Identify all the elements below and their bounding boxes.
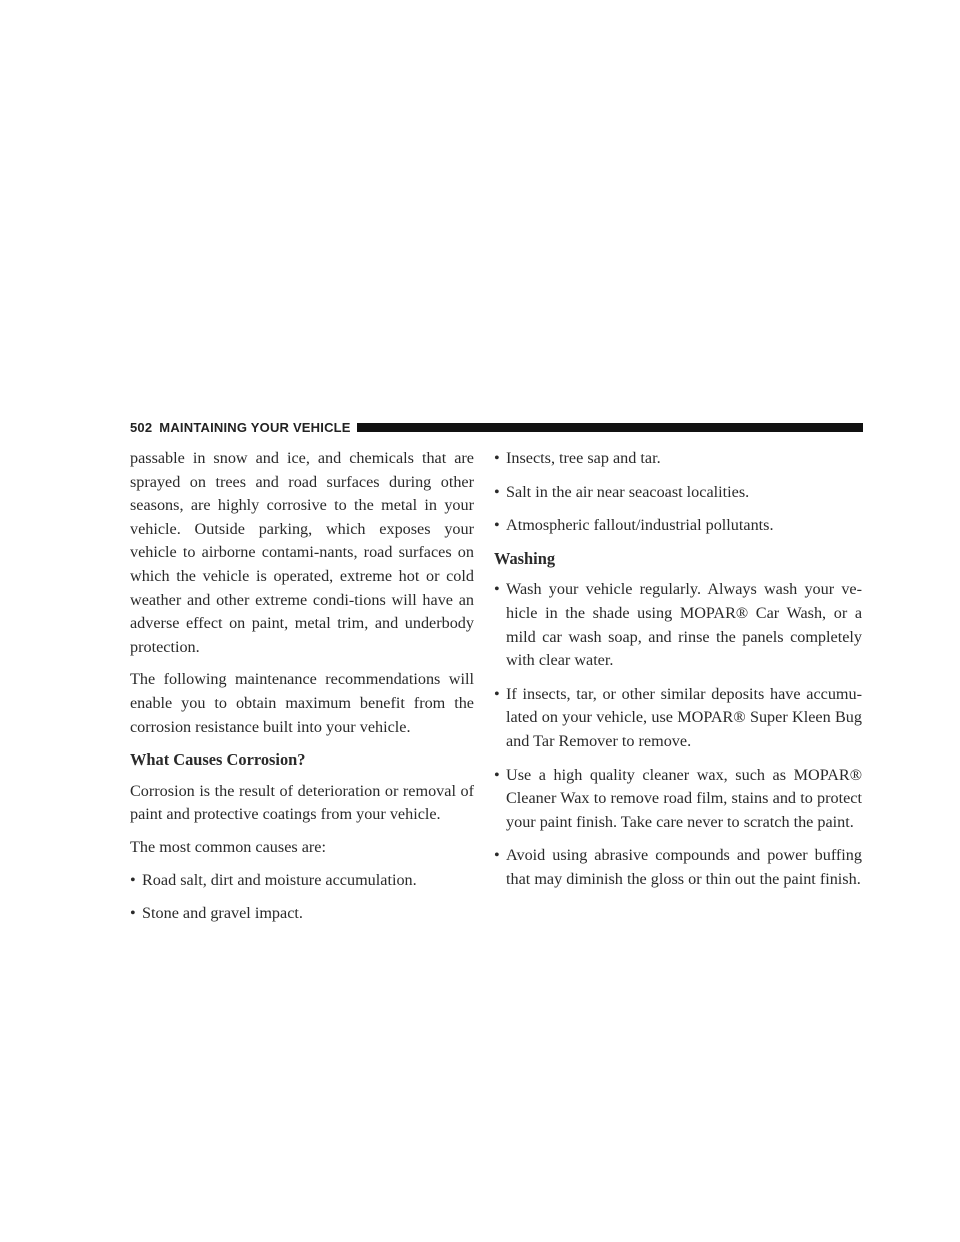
list-item-text: Salt in the air near seacoast localities.: [506, 482, 750, 501]
causes-list-continued: [494, 447, 862, 538]
bullet-icon: •: [494, 684, 500, 703]
bullet-icon: •: [494, 516, 500, 535]
common-causes-lead: The most common causes are:: [130, 837, 326, 856]
list-item: [494, 764, 862, 835]
page-header: [130, 420, 863, 434]
intro-paragraph: passable in snow and ice, and chemicals that are sprayed on trees and road surfaces during other seasons, are highly corrosive to the metal in your vehicle. Outside parking, which exposes your vehicle to airborne contami-nants, road surfaces on which the vehicle is operated, extreme hot or cold weather and other extreme condi-tions will have an adverse effect on paint, metal trim, and underbody protection.: [130, 449, 474, 656]
right-column: [494, 447, 862, 902]
list-item: [494, 481, 862, 505]
washing-heading: Washing: [494, 548, 556, 568]
list-item: [130, 902, 474, 926]
bullet-icon: •: [494, 449, 500, 467]
recommendations-paragraph: The following maintenance recommendations will enable you to obtain maximum benefit from the corrosion resistance built into your vehicle.: [130, 670, 474, 736]
bullet-icon: •: [494, 846, 500, 865]
list-item-text: Stone and gravel impact.: [142, 904, 303, 923]
corrosion-causes-heading: What Causes Corrosion?: [130, 750, 306, 770]
list-item: [494, 447, 862, 471]
section-title: MAINTAINING YOUR VEHICLE: [159, 419, 351, 435]
list-item-text: Avoid using abrasive compounds and power buffing that may diminish the gloss or thin out the paint finish.: [506, 846, 862, 888]
list-item: [494, 578, 862, 672]
corrosion-definition-paragraph: Corrosion is the result of deterioration or removal of paint and protective coatings from your vehicle.: [130, 781, 474, 824]
list-item: [130, 869, 474, 893]
list-item: [494, 844, 862, 891]
bullet-icon: •: [130, 904, 136, 923]
list-item-text: Road salt, dirt and moisture accumulation.: [142, 870, 417, 889]
list-item-text: If insects, tar, or other similar deposits have accumu-lated on your vehicle, use MOPAR® Super Kleen Bug and Tar Remover to remove.: [506, 684, 862, 750]
list-item-text: Use a high quality cleaner wax, such as MOPAR® Cleaner Wax to remove road film, stains and to protect your paint finish. Take care never to scratch the paint.: [506, 765, 862, 831]
bullet-icon: •: [494, 482, 500, 501]
list-item: [494, 683, 862, 754]
header-rule-bar: [357, 423, 863, 432]
bullet-icon: •: [494, 765, 500, 784]
bullet-icon: •: [494, 580, 500, 599]
bullet-icon: •: [130, 870, 136, 889]
list-item: [494, 514, 862, 538]
left-column: [130, 447, 474, 936]
list-item-text: Wash your vehicle regularly. Always wash your ve-hicle in the shade using MOPAR® Car Wash, or a mild car wash soap, and rinse the panels completely with clear water.: [506, 580, 862, 670]
washing-list: [494, 578, 862, 891]
causes-list: [130, 869, 474, 926]
page-number: 502: [130, 419, 153, 435]
list-item-text: Atmospheric fallout/industrial pollutants.: [506, 516, 774, 535]
list-item-text: Insects, tree sap and tar.: [506, 449, 661, 467]
